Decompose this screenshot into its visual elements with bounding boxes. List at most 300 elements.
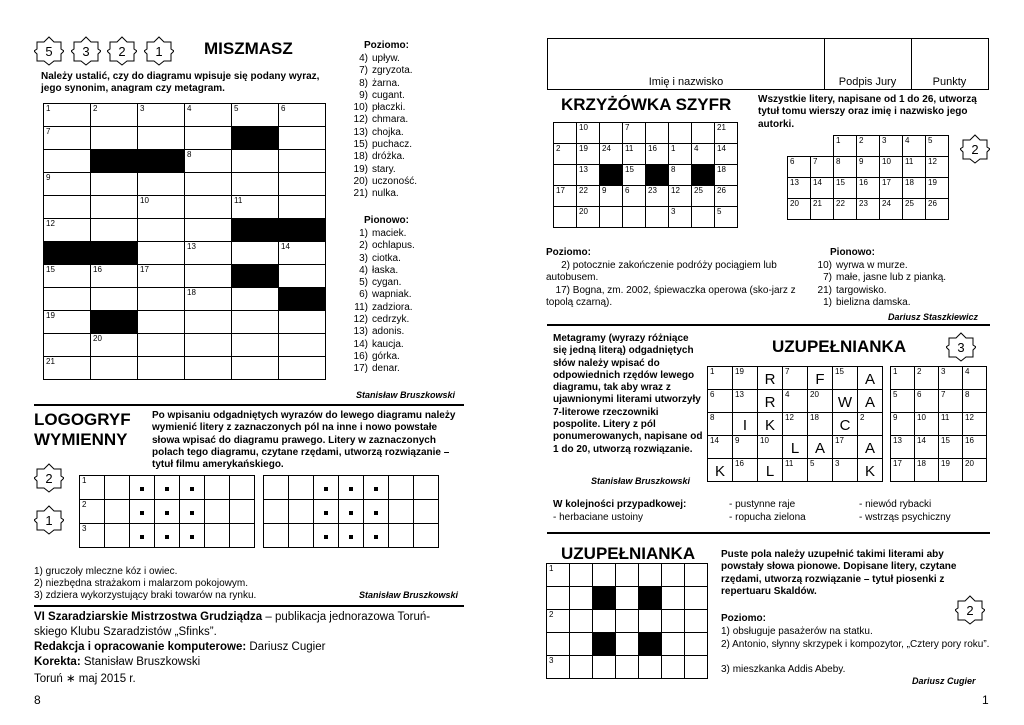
grid-cell[interactable]: [833, 436, 858, 459]
grid-cell[interactable]: [279, 242, 326, 265]
grid-cell[interactable]: [138, 219, 185, 242]
grid-cell[interactable]: [715, 123, 738, 144]
grid-cell[interactable]: [232, 242, 279, 265]
black-cell: [91, 150, 138, 173]
grid-cell[interactable]: [593, 610, 616, 633]
grid-cell[interactable]: [547, 633, 570, 656]
grid-cell[interactable]: [834, 157, 857, 178]
miszmasz-title: MISZMASZ: [204, 39, 293, 58]
clue-item: 10) wyrwa w murze.: [817, 260, 908, 271]
grid-cell[interactable]: [185, 127, 232, 150]
grid-cell[interactable]: [926, 157, 949, 178]
grid-cell[interactable]: [264, 500, 289, 524]
clue-item: 6) wapniak.: [359, 289, 412, 301]
miszmasz-grid[interactable]: [43, 103, 326, 380]
cell-letter: K: [864, 463, 875, 480]
clue-item: 2) ochlapus.: [359, 240, 415, 252]
grid-cell[interactable]: [834, 178, 857, 199]
grid-cell[interactable]: [891, 390, 915, 413]
grid-cell[interactable]: [105, 476, 130, 500]
grid-cell[interactable]: [915, 367, 939, 390]
grid-cell[interactable]: [232, 334, 279, 357]
grid-cell[interactable]: [279, 357, 326, 380]
grid-cell[interactable]: [692, 123, 715, 144]
grid-cell[interactable]: [389, 476, 414, 500]
grid-cell[interactable]: [389, 524, 414, 548]
grid-cell[interactable]: [939, 459, 963, 482]
grid-cell[interactable]: [314, 524, 339, 548]
grid-cell[interactable]: [685, 610, 708, 633]
szyfr-grid[interactable]: [553, 122, 738, 228]
szyfr-key-grid[interactable]: [787, 135, 949, 220]
grid-cell[interactable]: [662, 656, 685, 679]
grid-cell[interactable]: [44, 219, 91, 242]
grid-cell[interactable]: [91, 127, 138, 150]
grid-cell[interactable]: [891, 459, 915, 482]
miszmasz-poziomo-list: [340, 53, 417, 201]
grid-cell[interactable]: [616, 656, 639, 679]
grid-cell[interactable]: [783, 390, 808, 413]
grid-cell[interactable]: [662, 633, 685, 656]
grid-cell[interactable]: [389, 500, 414, 524]
grid-cell[interactable]: [44, 311, 91, 334]
grid-cell[interactable]: [939, 436, 963, 459]
grid-cell[interactable]: [662, 564, 685, 587]
grid-cell[interactable]: [155, 476, 180, 500]
grid-cell[interactable]: [811, 178, 834, 199]
grid-cell[interactable]: [808, 367, 833, 390]
grid-cell[interactable]: [833, 413, 858, 436]
grid-cell[interactable]: [715, 186, 738, 207]
grid-cell[interactable]: [554, 123, 577, 144]
grid-cell[interactable]: [91, 288, 138, 311]
clue-item: 3) ciotka.: [359, 252, 401, 264]
grid-cell[interactable]: [903, 157, 926, 178]
cell-number: 5: [234, 104, 239, 113]
grid-cell[interactable]: [692, 207, 715, 228]
grid-cell[interactable]: [915, 413, 939, 436]
grid-cell[interactable]: [44, 104, 91, 127]
cell-number: 3: [882, 136, 887, 145]
cell-number: 11: [785, 459, 794, 468]
cell-letter: I: [742, 417, 748, 434]
grid-cell[interactable]: [44, 173, 91, 196]
grid-cell[interactable]: [185, 334, 232, 357]
grid-cell[interactable]: [232, 311, 279, 334]
grid-cell[interactable]: [733, 413, 758, 436]
grid-cell[interactable]: [939, 390, 963, 413]
grid-cell[interactable]: [616, 610, 639, 633]
grid-cell[interactable]: [833, 367, 858, 390]
grid-cell[interactable]: [105, 500, 130, 524]
grid-cell[interactable]: [138, 265, 185, 288]
grid-cell[interactable]: [230, 500, 255, 524]
grid-cell[interactable]: [733, 436, 758, 459]
grid-cell[interactable]: [733, 367, 758, 390]
grid-cell[interactable]: [570, 656, 593, 679]
grid-cell[interactable]: [570, 610, 593, 633]
grid-cell[interactable]: [963, 459, 987, 482]
grid-cell[interactable]: [80, 500, 105, 524]
grid-cell[interactable]: [91, 334, 138, 357]
grid-cell[interactable]: [593, 656, 616, 679]
cell-number: 9: [735, 436, 740, 445]
grid-cell[interactable]: [963, 436, 987, 459]
grid-cell[interactable]: [833, 390, 858, 413]
cell-number: 11: [625, 144, 634, 153]
grid-cell[interactable]: [858, 459, 883, 482]
grid-cell[interactable]: [264, 524, 289, 548]
grid-cell[interactable]: [692, 186, 715, 207]
grid-cell[interactable]: [639, 610, 662, 633]
grid-cell[interactable]: [593, 564, 616, 587]
cell-number: 9: [859, 157, 864, 166]
grid-cell[interactable]: [903, 178, 926, 199]
grid-cell[interactable]: [130, 524, 155, 548]
grid-cell[interactable]: [880, 136, 903, 157]
grid-cell[interactable]: [44, 288, 91, 311]
grid-cell[interactable]: [623, 144, 646, 165]
grid-cell[interactable]: [44, 265, 91, 288]
cell-number: 17: [556, 186, 565, 195]
uzup1-grid[interactable]: [707, 366, 883, 482]
grid-cell[interactable]: [662, 587, 685, 610]
grid-cell[interactable]: [339, 500, 364, 524]
logogryf-left-grid[interactable]: [79, 475, 255, 548]
grid-cell[interactable]: [130, 500, 155, 524]
grid-cell[interactable]: [91, 265, 138, 288]
grid-cell[interactable]: [623, 123, 646, 144]
grid-cell[interactable]: [185, 311, 232, 334]
grid-cell[interactable]: [858, 436, 883, 459]
grid-cell[interactable]: [91, 104, 138, 127]
grid-cell[interactable]: [570, 633, 593, 656]
grid-cell[interactable]: [279, 173, 326, 196]
grid-cell[interactable]: [205, 524, 230, 548]
grid-cell[interactable]: [891, 413, 915, 436]
cell-number: 16: [735, 459, 744, 468]
grid-cell[interactable]: [758, 390, 783, 413]
footer-line-4: Korekta: Stanisław Bruszkowski: [34, 656, 201, 668]
grid-cell[interactable]: [205, 500, 230, 524]
grid-cell[interactable]: [639, 564, 662, 587]
grid-cell[interactable]: [783, 413, 808, 436]
grid-cell[interactable]: [185, 104, 232, 127]
grid-cell[interactable]: [808, 390, 833, 413]
grid-cell[interactable]: [554, 207, 577, 228]
grid-cell[interactable]: [685, 564, 708, 587]
grid-cell[interactable]: [926, 178, 949, 199]
grid-cell[interactable]: [963, 390, 987, 413]
grid-cell[interactable]: [623, 207, 646, 228]
grid-cell[interactable]: [880, 199, 903, 220]
grid-cell[interactable]: [788, 178, 811, 199]
grid-cell[interactable]: [130, 476, 155, 500]
grid-cell[interactable]: [547, 564, 570, 587]
grid-cell[interactable]: [857, 136, 880, 157]
grid-cell[interactable]: [364, 524, 389, 548]
grid-cell[interactable]: [230, 524, 255, 548]
uzup2-grid[interactable]: [546, 563, 708, 679]
grid-cell[interactable]: [939, 367, 963, 390]
grid-cell[interactable]: [232, 150, 279, 173]
cell-number: 3: [549, 656, 554, 665]
grid-cell[interactable]: [554, 186, 577, 207]
grid-cell[interactable]: [138, 334, 185, 357]
grid-cell[interactable]: [758, 436, 783, 459]
grid-cell[interactable]: [185, 173, 232, 196]
grid-cell[interactable]: [180, 500, 205, 524]
grid-cell[interactable]: [155, 524, 180, 548]
grid-cell[interactable]: [577, 165, 600, 186]
grid-cell[interactable]: [138, 127, 185, 150]
grid-cell[interactable]: [232, 288, 279, 311]
cell-number: 8: [671, 165, 676, 174]
grid-cell[interactable]: [808, 413, 833, 436]
grid-cell[interactable]: [616, 564, 639, 587]
grid-cell[interactable]: [891, 436, 915, 459]
grid-cell[interactable]: [279, 150, 326, 173]
grid-cell[interactable]: [185, 219, 232, 242]
grid-cell[interactable]: [91, 173, 138, 196]
divider: [34, 605, 464, 607]
grid-cell[interactable]: [232, 357, 279, 380]
grid-cell[interactable]: [715, 144, 738, 165]
grid-cell[interactable]: [692, 144, 715, 165]
grid-cell[interactable]: [858, 413, 883, 436]
grid-cell[interactable]: [279, 265, 326, 288]
grid-cell[interactable]: [891, 367, 915, 390]
grid-cell[interactable]: [669, 186, 692, 207]
grid-cell[interactable]: [600, 123, 623, 144]
grid-cell[interactable]: [639, 656, 662, 679]
grid-cell[interactable]: [733, 459, 758, 482]
grid-cell[interactable]: [926, 136, 949, 157]
grid-cell[interactable]: [138, 357, 185, 380]
grid-cell[interactable]: [185, 196, 232, 219]
grid-cell[interactable]: [616, 633, 639, 656]
grid-cell[interactable]: [669, 165, 692, 186]
grid-cell[interactable]: [289, 500, 314, 524]
cell-number: 18: [717, 165, 726, 174]
cell-number: 13: [735, 390, 744, 399]
grid-cell[interactable]: [939, 413, 963, 436]
grid-cell[interactable]: [708, 413, 733, 436]
grid-cell[interactable]: [963, 367, 987, 390]
cell-number: 7: [46, 127, 51, 136]
grid-cell[interactable]: [279, 196, 326, 219]
grid-cell[interactable]: [314, 500, 339, 524]
grid-cell[interactable]: [44, 150, 91, 173]
grid-cell[interactable]: [880, 157, 903, 178]
grid-cell[interactable]: [138, 196, 185, 219]
grid-cell[interactable]: [80, 524, 105, 548]
grid-cell[interactable]: [279, 104, 326, 127]
grid-cell[interactable]: [138, 311, 185, 334]
grid-cell[interactable]: [279, 127, 326, 150]
grid-cell[interactable]: [138, 173, 185, 196]
grid-cell[interactable]: [138, 288, 185, 311]
grid-cell[interactable]: [903, 199, 926, 220]
grid-cell[interactable]: [926, 199, 949, 220]
grid-cell[interactable]: [44, 127, 91, 150]
grid-cell[interactable]: [289, 476, 314, 500]
grid-cell[interactable]: [915, 390, 939, 413]
grid-cell[interactable]: [758, 367, 783, 390]
grid-cell[interactable]: [915, 459, 939, 482]
grid-cell[interactable]: [808, 436, 833, 459]
grid-cell[interactable]: [105, 524, 130, 548]
grid-cell[interactable]: [808, 459, 833, 482]
grid-cell[interactable]: [669, 144, 692, 165]
grid-cell[interactable]: [185, 242, 232, 265]
cell-letter: R: [764, 394, 776, 411]
grid-cell[interactable]: [788, 199, 811, 220]
cell-number: 2: [82, 500, 87, 509]
marked-field-dot: [190, 535, 194, 539]
grid-cell[interactable]: [858, 390, 883, 413]
grid-cell[interactable]: [138, 104, 185, 127]
grid-cell[interactable]: [783, 459, 808, 482]
grid-cell[interactable]: [858, 367, 883, 390]
grid-cell[interactable]: [577, 123, 600, 144]
cell-number: 9: [893, 413, 898, 422]
uzup1-key-grid[interactable]: [890, 366, 987, 482]
grid-cell[interactable]: [857, 199, 880, 220]
grid-cell[interactable]: [414, 524, 439, 548]
grid-cell[interactable]: [623, 186, 646, 207]
grid-cell[interactable]: [185, 150, 232, 173]
grid-cell[interactable]: [91, 196, 138, 219]
grid-cell[interactable]: [646, 123, 669, 144]
grid-cell[interactable]: [708, 436, 733, 459]
grid-cell[interactable]: [600, 186, 623, 207]
grid-cell[interactable]: [138, 242, 185, 265]
grid-cell[interactable]: [669, 123, 692, 144]
grid-cell[interactable]: [600, 207, 623, 228]
grid-cell[interactable]: [577, 144, 600, 165]
grid-cell[interactable]: [708, 459, 733, 482]
grid-cell[interactable]: [963, 413, 987, 436]
grid-cell[interactable]: [155, 500, 180, 524]
grid-cell[interactable]: [783, 367, 808, 390]
black-cell: [639, 633, 662, 656]
grid-cell[interactable]: [279, 334, 326, 357]
name-field[interactable]: Imię i nazwisko: [648, 76, 724, 88]
grid-cell[interactable]: [364, 476, 389, 500]
clue-item: 8) żarna.: [359, 77, 400, 89]
cell-number: 12: [785, 413, 794, 422]
grid-cell[interactable]: [180, 524, 205, 548]
black-cell: [279, 219, 326, 242]
grid-cell[interactable]: [44, 334, 91, 357]
grid-cell[interactable]: [715, 165, 738, 186]
logogryf-right-grid[interactable]: [263, 475, 439, 548]
grid-cell[interactable]: [232, 196, 279, 219]
jury-field[interactable]: Podpis Jury: [838, 76, 897, 88]
grid-cell[interactable]: [616, 587, 639, 610]
grid-cell[interactable]: [185, 357, 232, 380]
grid-cell[interactable]: [577, 207, 600, 228]
grid-cell[interactable]: [554, 165, 577, 186]
grid-cell[interactable]: [547, 610, 570, 633]
grid-cell[interactable]: [811, 157, 834, 178]
grid-cell[interactable]: [880, 178, 903, 199]
grid-cell[interactable]: [857, 178, 880, 199]
grid-cell[interactable]: [903, 136, 926, 157]
grid-cell[interactable]: [570, 564, 593, 587]
grid-cell[interactable]: [783, 436, 808, 459]
grid-cell[interactable]: [339, 476, 364, 500]
cell-number: 17: [893, 459, 902, 468]
grid-cell[interactable]: [857, 157, 880, 178]
grid-cell[interactable]: [230, 476, 255, 500]
grid-cell[interactable]: [91, 219, 138, 242]
grid-cell[interactable]: [185, 265, 232, 288]
grid-cell[interactable]: [646, 186, 669, 207]
grid-cell[interactable]: [758, 413, 783, 436]
grid-cell[interactable]: [715, 207, 738, 228]
grid-cell[interactable]: [364, 500, 389, 524]
grid-cell[interactable]: [289, 524, 314, 548]
grid-cell[interactable]: [811, 199, 834, 220]
grid-cell[interactable]: [44, 357, 91, 380]
szyfr-instruction: Wszystkie litery, napisane od 1 do 26, utworzą tytuł tomu wierszy oraz imię i nazwisko jego autorki.: [758, 94, 977, 130]
grid-cell[interactable]: [834, 136, 857, 157]
grid-cell[interactable]: [733, 390, 758, 413]
grid-cell[interactable]: [91, 357, 138, 380]
grid-cell[interactable]: [685, 656, 708, 679]
grid-cell[interactable]: [646, 144, 669, 165]
grid-cell[interactable]: [44, 196, 91, 219]
grid-cell[interactable]: [685, 587, 708, 610]
grid-cell[interactable]: [232, 173, 279, 196]
grid-cell[interactable]: [180, 476, 205, 500]
points-field[interactable]: Punkty: [932, 76, 967, 88]
grid-cell[interactable]: [708, 367, 733, 390]
grid-cell[interactable]: [414, 500, 439, 524]
grid-cell[interactable]: [788, 157, 811, 178]
grid-cell[interactable]: [915, 436, 939, 459]
grid-cell[interactable]: [205, 476, 230, 500]
grid-cell[interactable]: [185, 288, 232, 311]
grid-cell[interactable]: [685, 633, 708, 656]
grid-cell[interactable]: [834, 199, 857, 220]
grid-cell[interactable]: [833, 459, 858, 482]
grid-cell[interactable]: [314, 476, 339, 500]
grid-cell[interactable]: [646, 207, 669, 228]
grid-cell[interactable]: [547, 587, 570, 610]
grid-cell[interactable]: [414, 476, 439, 500]
grid-cell[interactable]: [623, 165, 646, 186]
grid-cell[interactable]: [708, 390, 733, 413]
grid-cell[interactable]: [232, 104, 279, 127]
grid-cell[interactable]: [264, 476, 289, 500]
grid-cell[interactable]: [600, 144, 623, 165]
grid-cell[interactable]: [547, 656, 570, 679]
grid-cell[interactable]: [669, 207, 692, 228]
grid-cell[interactable]: [662, 610, 685, 633]
grid-cell[interactable]: [80, 476, 105, 500]
grid-cell[interactable]: [570, 587, 593, 610]
grid-cell[interactable]: [339, 524, 364, 548]
grid-cell[interactable]: [758, 459, 783, 482]
logogryf-clue-2: 2) niezbędna strażakom i malarzom pokojowym.: [34, 578, 248, 589]
grid-cell[interactable]: [279, 311, 326, 334]
grid-cell[interactable]: [577, 186, 600, 207]
logogryf-title-1: LOGOGRYF: [34, 410, 131, 429]
grid-cell[interactable]: [554, 144, 577, 165]
